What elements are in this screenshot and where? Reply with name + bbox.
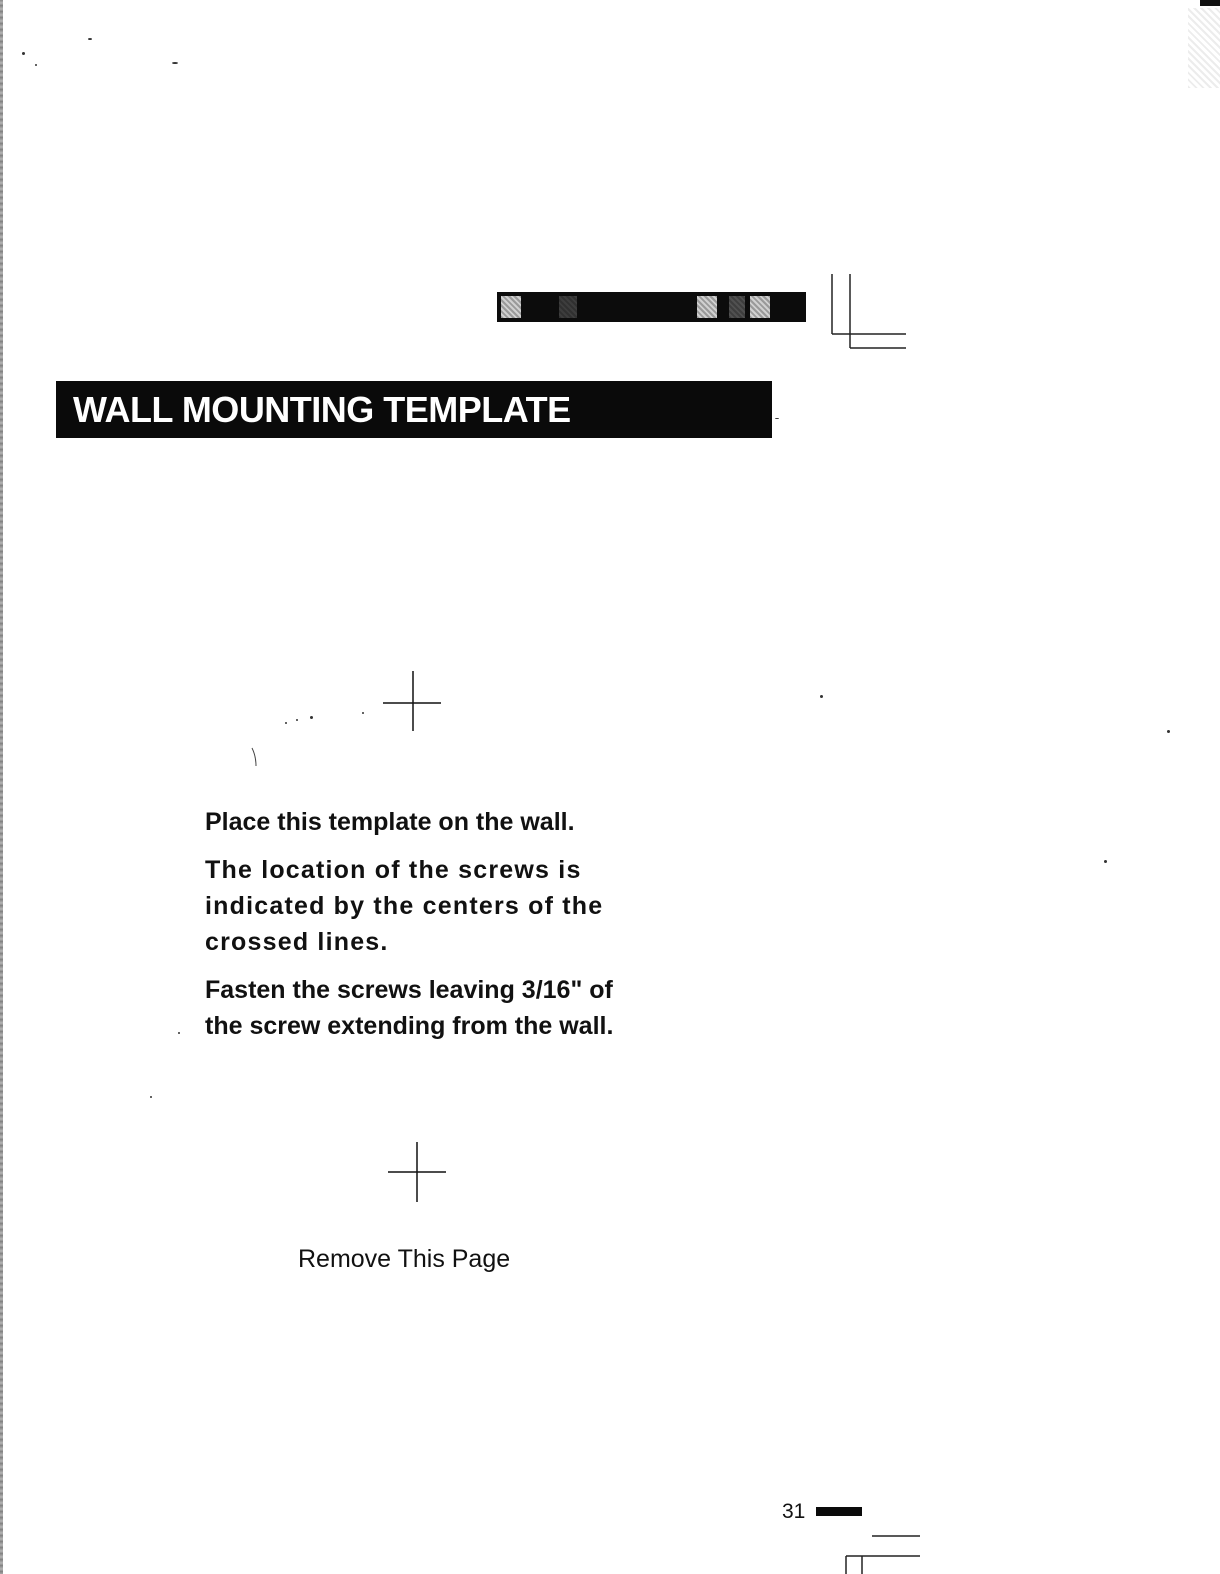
scan-speck (172, 62, 178, 64)
crosshair-icon (383, 671, 443, 731)
crop-mark-icon (842, 1530, 922, 1574)
scan-corner-mark (1200, 0, 1220, 6)
scan-speck (1167, 730, 1170, 733)
instruction-item: The location of the screws is indicated by the centers of the crossed lines. (205, 856, 604, 956)
scan-speck (362, 712, 364, 714)
scan-scratch (250, 746, 260, 770)
header-bar-cell (729, 296, 745, 318)
page-number-tab (816, 1507, 862, 1516)
scan-speck (775, 418, 779, 419)
scan-speck (35, 64, 37, 66)
scan-noise (1188, 8, 1220, 88)
instruction-item: Fasten the screws leaving 3/16" of the screw extending from the wall. (205, 976, 614, 1040)
scan-speck (296, 719, 298, 721)
scan-speck (150, 1096, 152, 1098)
scan-speck (820, 695, 823, 698)
header-bar-cell (559, 296, 577, 318)
scan-binding-edge (0, 0, 3, 1574)
header-bar (497, 292, 806, 322)
crop-mark-icon (826, 270, 916, 360)
scan-speck (1104, 860, 1107, 863)
header-bar-cell (501, 296, 521, 318)
instruction-item: Place this template on the wall. (205, 808, 575, 836)
scan-speck (178, 1032, 180, 1034)
header-bar-cell (697, 296, 717, 318)
page-number: 31 (782, 1500, 806, 1523)
header-bar-cell (750, 296, 770, 318)
crosshair-icon (388, 1142, 448, 1202)
instructions (205, 804, 635, 1056)
page-title: WALL MOUNTING TEMPLATE (73, 389, 571, 430)
scan-speck (22, 52, 25, 55)
title-banner (56, 381, 772, 438)
scan-speck (88, 38, 92, 40)
scan-speck (310, 716, 313, 719)
remove-page-note: Remove This Page (298, 1245, 511, 1273)
scan-speck (285, 722, 287, 724)
